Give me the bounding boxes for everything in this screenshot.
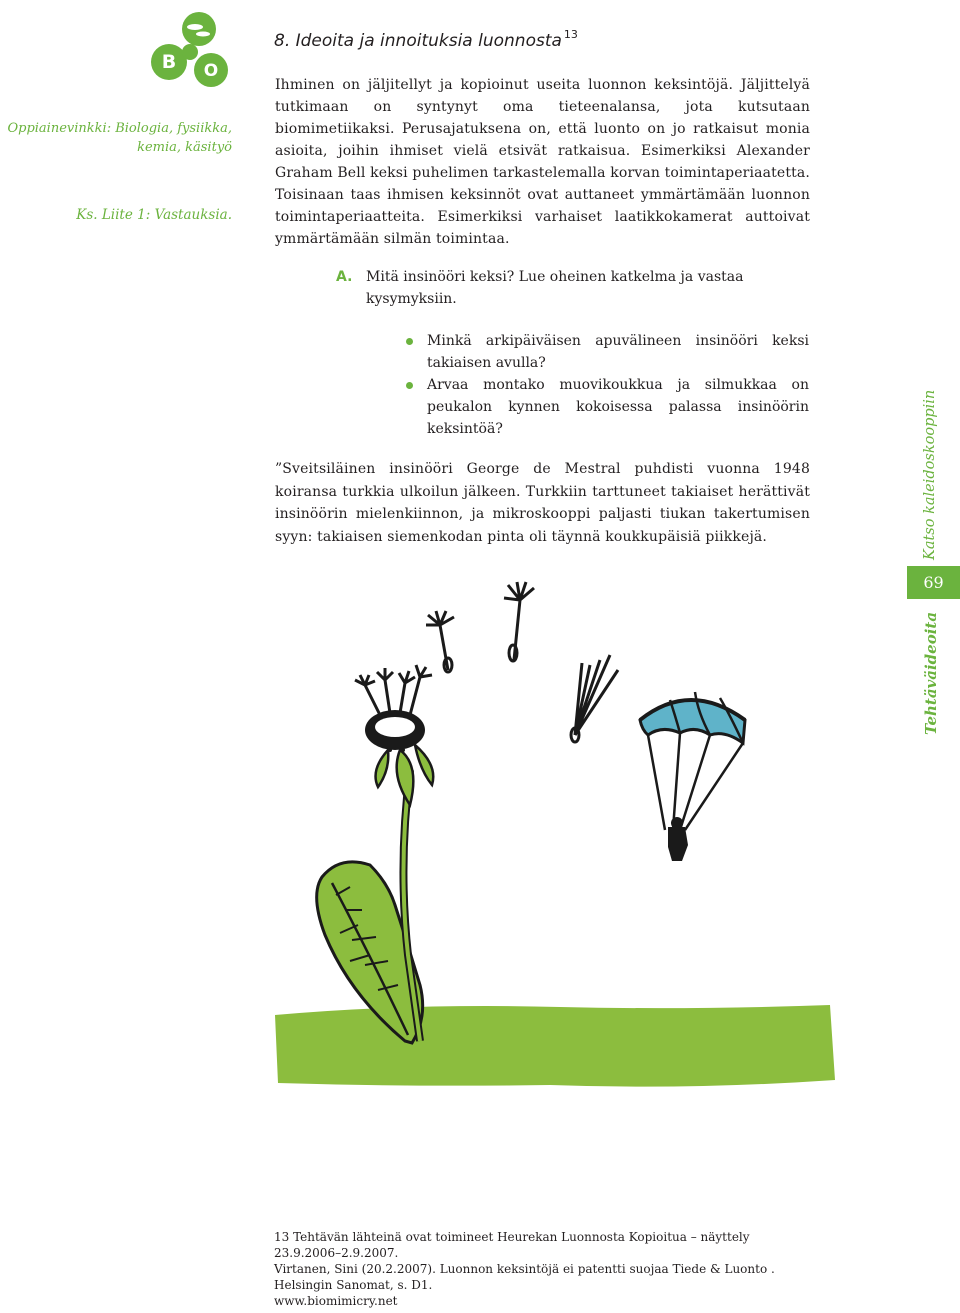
question-item — [403, 374, 809, 440]
footnote-link[interactable]: www.biomimicry.net — [274, 1294, 398, 1308]
question-item — [403, 330, 809, 374]
heading-title: 8. Ideoita ja innoituksia luonnosta — [274, 31, 562, 51]
intro-paragraph: Ihminen on jäljitellyt ja kopioinut useita luonnon keksintöjä. Jäljittelyä tutkimaan on syntynyt oma tieteenalansa, jota kutsutaan biomimetiikaksi. Perusajatuksena on, että luonto on jo ratkaisut monia asioita, joihin ihmiset vielä etsivät ratkaisua. Esimerkiksi Alexander Graham Bell keksi puhelimen tarkastelemalla korvan toimintaperiaatetta. Toisinaan taas ihmisen keksinnöt ovat auttaneet ymmärtämään luonnon toimintaperiaatteita. Esimerkiksi varhaiset laatikkokamerat auttoivat ymmärtämään silmän toimintaa. — [275, 77, 810, 247]
question-text: Arvaa montako muovikoukkua ja silmukkaa on peukalon kynnen kokoisessa palassa insinöörin keksintöä? — [427, 377, 809, 437]
logo — [145, 5, 235, 90]
question-text: Minkä arkipäiväisen apuvälineen insinööri keksi takiaisen avulla? — [427, 333, 809, 371]
quote-paragraph: ”Sveitsiläinen insinööri George de Mestral puhdisti vuonna 1948 koiransa turkkia ulkoilun jälkeen. Turkkiin tarttuneet takiaiset herättivät insinöörin mielenkiinnon, ja mikroskooppi paljasti tiukan takertumisen syyn: takiaisen siemenkodan pinta oli täynnä koukkupäisiä piikkejä. — [275, 461, 810, 545]
footnote-line: Virtanen, Sini (20.2.2007). Luonnon keksintöjä ei patentti suojaa Tiede & Luonto . — [274, 1262, 775, 1276]
page-heading — [274, 22, 578, 54]
question-list — [403, 330, 809, 440]
kaleidoscope-label: Katso kaleidoskooppiin — [922, 389, 938, 560]
heading-footnote-ref: 13 — [563, 28, 578, 41]
section-label: Tehtäväideoita — [922, 611, 940, 735]
dandelion-parachute-illustration — [270, 565, 840, 1115]
page-number: 69 — [907, 566, 960, 599]
logo-letter-b: B — [161, 51, 177, 73]
subject-hint: Oppiainevinkki: Biologia, fysiikka, kemia, käsityö — [7, 121, 232, 155]
answers-reference: Ks. Liite 1: Vastauksia. — [76, 207, 232, 223]
task-a — [338, 266, 808, 310]
parachutist — [668, 827, 688, 861]
logo-letter-o: O — [203, 61, 219, 81]
footnote-line: 13 Tehtävän lähteinä ovat toimineet Heurekan Luonnosta Kopioitua – näyttely — [274, 1230, 750, 1244]
bullet-icon — [406, 338, 413, 345]
grass-ground — [275, 1005, 835, 1087]
footnote-line: Helsingin Sanomat, s. D1. — [274, 1278, 433, 1292]
task-instruction: Mitä insinööri keksi? Lue oheinen katkelma ja vastaa kysymyksiin. — [366, 269, 744, 307]
footnote-line: 23.9.2006–2.9.2007. — [274, 1246, 399, 1260]
footnotes — [274, 1229, 794, 1309]
bullet-icon — [406, 382, 413, 389]
parachute-canopy — [640, 700, 745, 743]
task-letter: A. — [336, 269, 353, 285]
